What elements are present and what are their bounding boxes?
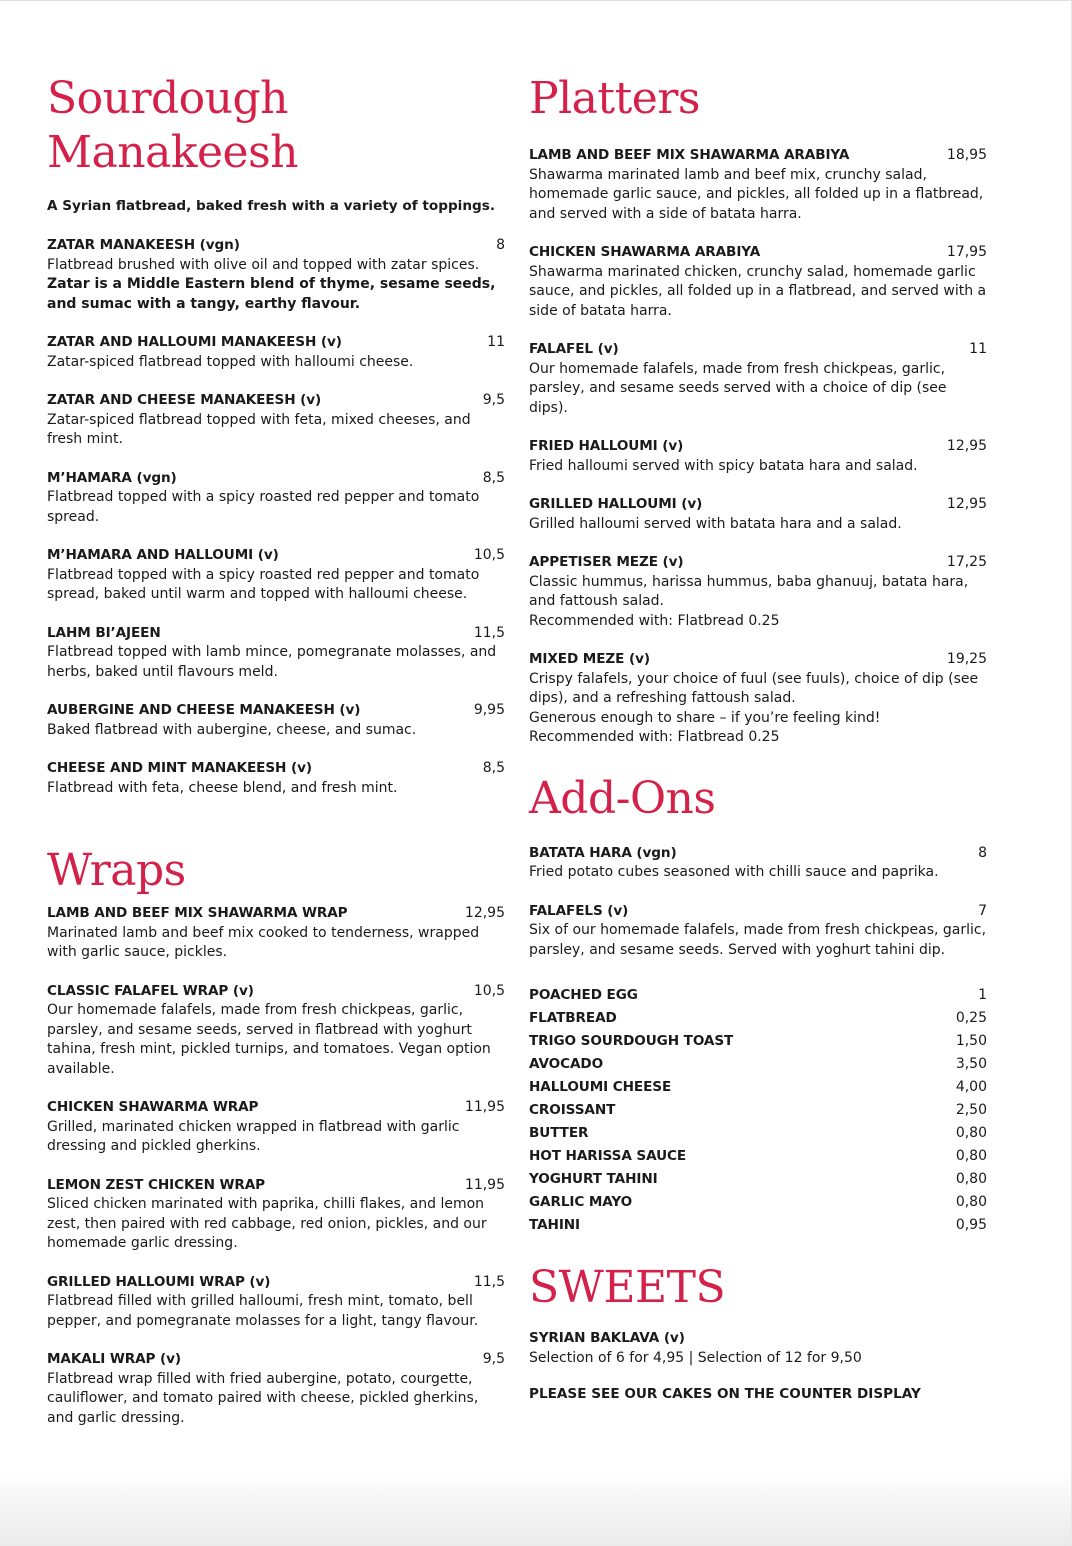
item-name: TAHINI bbox=[529, 1217, 581, 1233]
item-description: Marinated lamb and beef mix cooked to tenderness, wrapped with garlic sauce, pickles. bbox=[47, 924, 480, 960]
item-price: 12,95 bbox=[946, 496, 987, 512]
menu-item bbox=[47, 236, 505, 314]
item-name: SYRIAN BAKLAVA (v) bbox=[529, 1330, 685, 1346]
item-name: MAKALI WRAP (v) bbox=[47, 1351, 182, 1367]
item-description: Grilled, marinated chicken wrapped in flatbread with garlic dressing and pickled gherkins. bbox=[47, 1118, 460, 1154]
addons-title: Add-Ons bbox=[529, 772, 716, 824]
item-name: APPETISER MEZE (v) bbox=[529, 554, 684, 570]
menu-item bbox=[47, 624, 505, 683]
item-price: 11 bbox=[969, 341, 987, 357]
item-description: Zatar-spiced flatbread topped with feta, mixed cheeses, and fresh mint. bbox=[47, 411, 471, 447]
item-price: 18,95 bbox=[946, 147, 987, 163]
item-name: M’HAMARA AND HALLOUMI (v) bbox=[47, 547, 279, 563]
item-name: LAMB AND BEEF MIX SHAWARMA ARABIYA bbox=[529, 147, 850, 163]
item-price: 11 bbox=[487, 334, 505, 350]
item-description: Our homemade falafels, made from fresh chickpeas, garlic, parsley, and sesame seeds served with a choice of dip (see dips). bbox=[529, 360, 947, 416]
menu-item bbox=[529, 1329, 987, 1368]
item-price: 7 bbox=[978, 902, 987, 919]
extras-item bbox=[529, 1191, 987, 1214]
item-description-bold: Zatar is a Middle Eastern blend of thyme, sesame seeds, and sumac with a tangy, earthy flavour. bbox=[47, 276, 496, 312]
page-top-edge bbox=[0, 0, 1072, 1]
extras-item bbox=[529, 1099, 987, 1122]
item-price: 9,95 bbox=[473, 702, 505, 718]
item-name: FALAFELS (v) bbox=[529, 902, 629, 919]
item-description: Fried potato cubes seasoned with chilli sauce and paprika. bbox=[529, 864, 939, 880]
item-description: Flatbread with feta, cheese blend, and fresh mint. bbox=[47, 779, 398, 796]
item-price: 3,50 bbox=[955, 1056, 987, 1072]
menu-item bbox=[47, 1273, 505, 1332]
menu-item bbox=[47, 1098, 505, 1157]
menu-item bbox=[529, 243, 987, 321]
item-price: 8 bbox=[978, 844, 987, 861]
item-name: GRILLED HALLOUMI WRAP (v) bbox=[47, 1273, 271, 1290]
menu-item bbox=[47, 1350, 505, 1428]
menu-item bbox=[47, 1176, 505, 1254]
item-name: AVOCADO bbox=[529, 1056, 604, 1072]
manakeesh-title-line2: Manakeesh bbox=[47, 127, 299, 178]
manakeesh-intro: A Syrian flatbread, baked fresh with a variety of toppings. bbox=[47, 198, 496, 214]
page-bottom-shadow bbox=[0, 1470, 1072, 1546]
item-name: ZATAR AND HALLOUMI MANAKEESH (v) bbox=[47, 334, 342, 350]
item-description: Flatbread filled with grilled halloumi, fresh mint, tomato, bell pepper, and pomegranate molasses for a light, tangy flavour. bbox=[47, 1293, 479, 1329]
menu-item bbox=[47, 759, 505, 798]
item-price: 0,80 bbox=[955, 1148, 987, 1164]
item-description: Sliced chicken marinated with paprika, chilli flakes, and lemon zest, then paired with red cabbage, red onion, pickles, and our homemade garlic dressing. bbox=[47, 1196, 487, 1251]
item-name: LEMON ZEST CHICKEN WRAP bbox=[47, 1176, 266, 1193]
menu-item bbox=[47, 333, 505, 372]
item-name: MIXED MEZE (v) bbox=[529, 651, 650, 667]
menu-item bbox=[47, 701, 505, 740]
item-name: AUBERGINE AND CHEESE MANAKEESH (v) bbox=[47, 702, 361, 718]
item-note: Generous enough to share – if you’re feeling kind! bbox=[529, 709, 881, 726]
item-name: CHEESE AND MINT MANAKEESH (v) bbox=[47, 760, 312, 776]
item-price: 0,80 bbox=[955, 1125, 987, 1141]
item-description: Flatbread topped with a spicy roasted red pepper and tomato spread, baked until warm and topped with halloumi cheese. bbox=[47, 566, 480, 602]
menu-item bbox=[47, 904, 505, 963]
menu-item bbox=[529, 146, 987, 224]
extras-item bbox=[529, 1053, 987, 1076]
menu-item bbox=[47, 546, 505, 605]
item-description: Flatbread topped with a spicy roasted red pepper and tomato spread. bbox=[47, 489, 480, 525]
item-price: 1 bbox=[978, 987, 987, 1003]
item-recommendation: Recommended with: Flatbread 0.25 bbox=[529, 729, 780, 745]
item-description: Flatbread wrap filled with fried aubergine, potato, courgette, cauliflower, and tomato paired with cheese, pickled gherkins, and garlic dressing. bbox=[47, 1370, 479, 1426]
item-name: LAHM BI’AJEEN bbox=[47, 624, 161, 641]
cakes-note: PLEASE SEE OUR CAKES ON THE COUNTER DISPLAY bbox=[529, 1386, 921, 1402]
extras-list bbox=[529, 984, 987, 1237]
item-price: 0,80 bbox=[955, 1194, 987, 1210]
item-price: 17,25 bbox=[946, 554, 987, 570]
item-price: 17,95 bbox=[946, 244, 987, 260]
item-price: 8,5 bbox=[482, 469, 505, 486]
item-name: HALLOUMI CHEESE bbox=[529, 1079, 672, 1095]
item-price: 1,50 bbox=[955, 1033, 987, 1049]
item-name: FRIED HALLOUMI (v) bbox=[529, 438, 684, 454]
item-price: 8 bbox=[496, 237, 505, 253]
item-description: Our homemade falafels, made from fresh chickpeas, garlic, parsley, and sesame seeds, served in flatbread with yoghurt tahina, fresh mint, pickled turnips, and tomatoes. Vegan option available. bbox=[47, 1002, 491, 1077]
item-description: Shawarma marinated chicken, crunchy salad, homemade garlic sauce, and pickles, all folded up in a flatbread, and served with a side of batata harra. bbox=[529, 263, 987, 319]
left-column bbox=[47, 72, 505, 1447]
item-description bbox=[47, 256, 505, 315]
extras-item bbox=[529, 984, 987, 1007]
item-name: BUTTER bbox=[529, 1125, 589, 1141]
item-name: YOGHURT TAHINI bbox=[529, 1171, 658, 1187]
wraps-title: Wraps bbox=[47, 845, 186, 896]
item-description: Baked flatbread with aubergine, cheese, and sumac. bbox=[47, 721, 417, 738]
item-recommendation: Recommended with: Flatbread 0.25 bbox=[529, 612, 780, 629]
item-name: POACHED EGG bbox=[529, 987, 638, 1003]
menu-item bbox=[529, 553, 987, 631]
item-name: FALAFEL (v) bbox=[529, 341, 619, 357]
item-description: Fried halloumi served with spicy batata hara and salad. bbox=[529, 457, 918, 474]
item-price: 10,5 bbox=[473, 982, 505, 999]
item-price: 2,50 bbox=[955, 1102, 987, 1118]
item-description: Flatbread topped with lamb mince, pomegranate molasses, and herbs, baked until flavours meld. bbox=[47, 644, 497, 680]
item-price: 11,5 bbox=[473, 1273, 505, 1290]
item-description-text: Flatbread brushed with olive oil and topped with zatar spices. bbox=[47, 256, 480, 273]
item-name: ZATAR AND CHEESE MANAKEESH (v) bbox=[47, 392, 322, 408]
menu-item bbox=[47, 391, 505, 450]
manakeesh-title bbox=[47, 72, 505, 180]
extras-item bbox=[529, 1145, 987, 1168]
sweets-title: SWEETS bbox=[529, 1262, 726, 1313]
item-price: 12,95 bbox=[946, 438, 987, 454]
item-name: CHICKEN SHAWARMA WRAP bbox=[47, 1099, 259, 1115]
item-price: 10,5 bbox=[473, 547, 505, 563]
menu-item bbox=[47, 982, 505, 1080]
platters-title: Platters bbox=[529, 73, 700, 124]
item-price: 4,00 bbox=[955, 1079, 987, 1095]
extras-item bbox=[529, 1214, 987, 1237]
item-name: TRIGO SOURDOUGH TOAST bbox=[529, 1033, 734, 1049]
item-name: GARLIC MAYO bbox=[529, 1194, 633, 1210]
item-description: Shawarma marinated lamb and beef mix, crunchy salad, homemade garlic sauce, and pickles, all folded up in a flatbread, and served with a side of batata harra. bbox=[529, 166, 984, 222]
item-name: FLATBREAD bbox=[529, 1010, 617, 1026]
item-price: 11,95 bbox=[464, 1176, 505, 1193]
extras-item bbox=[529, 1030, 987, 1053]
menu-item bbox=[529, 340, 987, 418]
menu-item bbox=[529, 437, 987, 476]
manakeesh-title-line1: Sourdough bbox=[47, 73, 289, 124]
item-name: CROISSANT bbox=[529, 1102, 616, 1118]
item-name: LAMB AND BEEF MIX SHAWARMA WRAP bbox=[47, 905, 348, 921]
menu-item bbox=[47, 469, 505, 528]
item-price: 0,80 bbox=[955, 1171, 987, 1187]
extras-item bbox=[529, 1168, 987, 1191]
item-name: HOT HARISSA SAUCE bbox=[529, 1148, 687, 1164]
item-name: CHICKEN SHAWARMA ARABIYA bbox=[529, 244, 761, 260]
item-price: 11,5 bbox=[473, 624, 505, 641]
item-price: 11,95 bbox=[464, 1099, 505, 1115]
item-name: ZATAR MANAKEESH (vgn) bbox=[47, 237, 240, 253]
menu-item bbox=[529, 844, 987, 883]
item-name: BATATA HARA (vgn) bbox=[529, 844, 677, 861]
extras-item bbox=[529, 1076, 987, 1099]
item-price: 8,5 bbox=[482, 760, 505, 776]
item-description: Zatar-spiced flatbread topped with halloumi cheese. bbox=[47, 353, 414, 370]
right-column bbox=[529, 72, 987, 1402]
item-name: M’HAMARA (vgn) bbox=[47, 469, 177, 486]
extras-item bbox=[529, 1122, 987, 1145]
item-price: 9,5 bbox=[482, 1351, 505, 1367]
menu-item bbox=[529, 902, 987, 961]
item-description: Crispy falafels, your choice of fuul (see fuuls), choice of dip (see dips), and a refreshing fattoush salad. bbox=[529, 670, 979, 706]
item-price: 0,95 bbox=[955, 1217, 987, 1233]
item-price: 19,25 bbox=[946, 651, 987, 667]
item-price: 12,95 bbox=[464, 905, 505, 921]
item-price: 9,5 bbox=[482, 392, 505, 408]
item-name: GRILLED HALLOUMI (v) bbox=[529, 496, 703, 512]
item-description: Grilled halloumi served with batata hara and a salad. bbox=[529, 515, 902, 532]
item-description: Classic hummus, harissa hummus, baba ghanuuj, batata hara, and fattoush salad. bbox=[529, 573, 969, 609]
extras-item bbox=[529, 1007, 987, 1030]
menu-item bbox=[529, 495, 987, 534]
item-description: Selection of 6 for 4,95 | Selection of 12 for 9,50 bbox=[529, 1349, 862, 1366]
menu-item bbox=[529, 650, 987, 748]
item-price: 0,25 bbox=[955, 1010, 987, 1026]
item-name: CLASSIC FALAFEL WRAP (v) bbox=[47, 982, 254, 999]
item-description: Six of our homemade falafels, made from fresh chickpeas, garlic, parsley, and sesame seeds. Served with yoghurt tahini dip. bbox=[529, 922, 987, 958]
